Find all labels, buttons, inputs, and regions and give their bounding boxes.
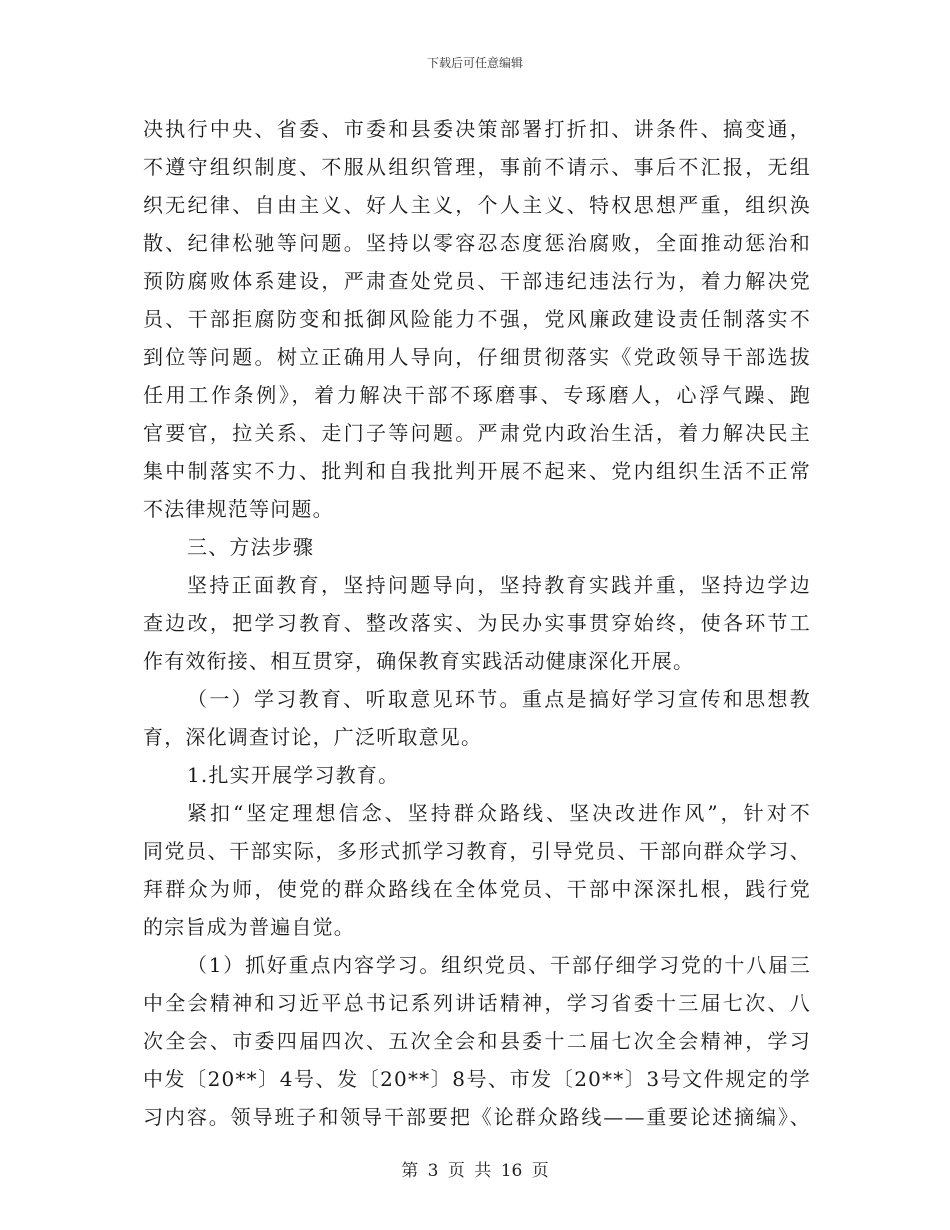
body-line: 散、纪律松驰等问题。坚持以零容忍态度惩治腐败，全面推动惩治和 — [143, 231, 811, 255]
body-line: 不遵守组织制度、不服从组织管理，事前不请示、事后不汇报，无组 — [143, 155, 811, 179]
body-line: 拜群众为师，使党的群众路线在全体党员、干部中深深扎根，践行党 — [143, 877, 811, 901]
body-line: 中发〔20**〕4号、发〔20**〕8号、市发〔20**〕3号文件规定的学 — [143, 1067, 811, 1091]
body-line: 决执行中央、省委、市委和县委决策部署打折扣、讲条件、搞变通， — [143, 117, 811, 141]
body-line: 任用工作条例》，着力解决干部不琢磨事、专琢磨人，心浮气躁、跑 — [143, 383, 811, 407]
body-line: 员、干部拒腐防变和抵御风险能力不强，党风廉政建设责任制落实不 — [143, 307, 811, 331]
body-line: 紧扣“坚定理想信念、坚持群众路线、坚决改进作风”，针对不 — [187, 801, 811, 825]
body-line: 同党员、干部实际，多形式抓学习教育，引导党员、干部向群众学习、 — [143, 839, 811, 863]
page-number: 第 3 页 共 16 页 — [401, 1161, 549, 1181]
body-line: 习内容。领导班子和领导干部要把《论群众路线——重要论述摘编》、 — [143, 1105, 811, 1129]
body-line: （1）抓好重点内容学习。组织党员、干部仔细学习党的十八届三 — [187, 953, 811, 977]
document-body — [143, 110, 811, 1136]
body-line: 集中制落实不力、批判和自我批判开展不起来、党内组织生活不正常 — [143, 459, 811, 483]
body-line: 坚持正面教育，坚持问题导向，坚持教育实践并重，坚持边学边 — [187, 573, 811, 597]
body-line: 到位等问题。树立正确用人导向，仔细贯彻落实《党政领导干部选拔 — [143, 345, 811, 369]
body-line: 次全会、市委四届四次、五次全会和县委十二届七次全会精神，学习 — [143, 1029, 811, 1053]
section-heading: 三、方法步骤 — [187, 535, 315, 559]
body-line: 预防腐败体系建设，严肃查处党员、干部违纪违法行为，着力解决党 — [143, 269, 811, 293]
body-line: 官要官，拉关系、走门子等问题。严肃党内政治生活，着力解决民主 — [143, 421, 811, 445]
subsection-heading: （一）学习教育、听取意见环节。重点是搞好学习宣传和思想教 — [187, 687, 811, 711]
body-line: 查边改，把学习教育、整改落实、为民办实事贯穿始终，使各环节工 — [143, 611, 811, 635]
body-line: 育，深化调查讨论，广泛听取意见。 — [143, 725, 483, 749]
body-line: 作有效衔接、相互贯穿，确保教育实践活动健康深化开展。 — [143, 649, 695, 673]
item-heading: 1.扎实开展学习教育。 — [187, 763, 400, 787]
body-line: 的宗旨成为普遍自觉。 — [143, 915, 355, 939]
body-line: 织无纪律、自由主义、好人主义，个人主义、特权思想严重，组织涣 — [143, 193, 811, 217]
header-note: 下载后可任意编辑 — [426, 56, 523, 70]
body-line: 中全会精神和习近平总书记系列讲话精神，学习省委十三届七次、八 — [143, 991, 811, 1015]
body-line: 不法律规范等问题。 — [143, 497, 334, 521]
